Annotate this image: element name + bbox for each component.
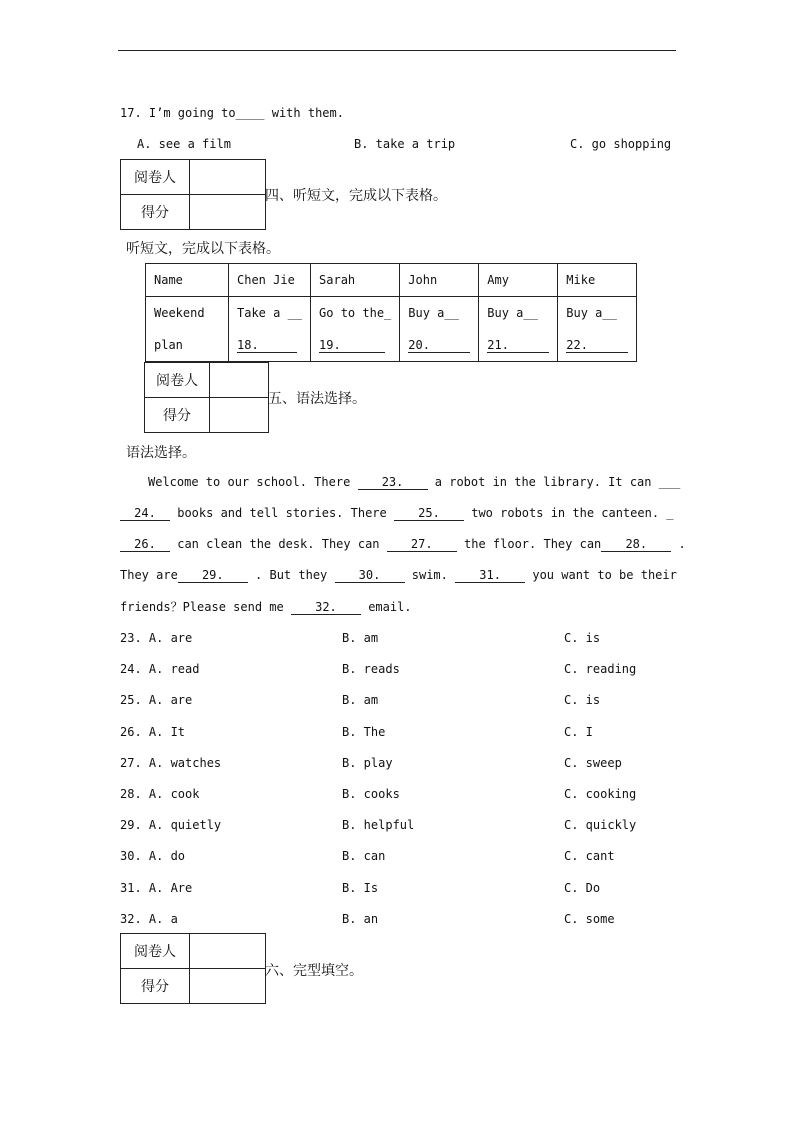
list-item [120,662,680,693]
option-c[interactable]: C. reading [564,662,637,677]
option-a[interactable]: 25. A. are [120,693,193,708]
table-header-name: Name [146,264,229,297]
passage-blank-30[interactable]: 30. [335,568,405,583]
option-c[interactable]: C. quickly [564,818,637,833]
reviewer-label: 阅卷人 [121,934,190,969]
score-label: 得分 [121,195,190,230]
passage-line-5: friends？Please send me 32. email. [120,600,412,614]
option-b[interactable]: B. am [342,693,379,708]
option-c[interactable]: C. Do [564,880,601,895]
option-a[interactable]: 28. A. cook [120,786,200,801]
answer-blank-21[interactable]: 21. [487,338,549,353]
plan-text: Take a __ [237,306,303,320]
passage-blank-32[interactable]: 32. [291,600,361,615]
score-label: 得分 [145,398,210,433]
table-name-cell: John [400,264,479,297]
table-plan-cell [479,297,558,362]
option-b[interactable]: B. helpful [342,818,415,833]
plan-label: plan [154,338,183,352]
question-17-stem: 17. I’m going to____ with them. [120,106,344,120]
option-a[interactable]: 23. A. are [120,631,193,645]
reviewer-field[interactable] [190,160,266,195]
list-item [120,881,680,912]
score-box-section-4 [120,159,266,230]
option-c[interactable]: C. I [564,724,593,739]
question-17-option-c: C. go shopping [570,137,672,151]
option-a[interactable]: 30. A. do [120,849,186,864]
table-name-cell: Amy [479,264,558,297]
passage-blank-24[interactable]: 24. [120,506,170,521]
answer-blank-20[interactable]: 20. [408,338,470,353]
question-17-option-a: A. see a film [137,137,231,151]
table-name-cell: Sarah [311,264,400,297]
score-box-section-6 [120,933,266,1004]
passage-line-2: 24. books and tell stories. There 25. two robots in the canteen. _ [120,506,674,521]
passage-line-1: Welcome to our school. There 23. a robot in the library. It can ___ [148,475,681,489]
option-b[interactable]: B. Is [342,880,379,895]
score-field[interactable] [190,195,266,230]
list-item [120,725,680,756]
table-name-cell: Mike [558,264,637,297]
section-4-instruction: 听短文，完成以下表格。 [126,241,280,257]
reviewer-label: 阅卷人 [121,160,190,195]
passage-line-4: They are 29. . But they 30. swim. 31. you want to be their [120,568,677,582]
table-name-cell: Chen Jie [229,264,311,297]
table-row [146,264,637,297]
passage-blank-28[interactable]: 28. [601,537,671,552]
option-c[interactable]: C. sweep [564,755,622,770]
score-label: 得分 [121,969,190,1004]
section-4-heading: 四、听短文，完成以下表格。 [265,188,447,204]
list-item [120,756,680,787]
option-c[interactable]: C. cant [564,849,615,864]
option-b[interactable]: B. an [342,911,379,926]
option-a[interactable]: 29. A. quietly [120,818,222,833]
plan-text: Buy a__ [566,306,617,320]
option-c[interactable]: C. cooking [564,786,637,801]
reviewer-field[interactable] [210,363,269,398]
passage-blank-31[interactable]: 31. [455,568,525,583]
passage-blank-25[interactable]: 25. [394,506,464,521]
reviewer-label: 阅卷人 [145,363,210,398]
passage-blank-29[interactable]: 29. [178,568,248,583]
plan-text: Buy a__ [487,306,538,320]
option-a[interactable]: 26. A. It [120,724,186,739]
section-5-heading: 五、语法选择。 [268,391,366,407]
option-a[interactable]: 27. A. watches [120,755,222,770]
section-5-instruction: 语法选择。 [126,445,196,461]
weekend-label: Weekend [154,306,205,320]
option-c[interactable]: C. some [564,911,615,926]
option-b[interactable]: B. cooks [342,786,400,801]
score-box-section-5 [144,362,269,433]
option-a[interactable]: 31. A. Are [120,880,193,895]
table-plan-cell [311,297,400,362]
passage-blank-26[interactable]: 26. [120,537,170,552]
table-plan-cell [229,297,311,362]
option-b[interactable]: B. reads [342,662,400,677]
list-item [120,631,680,662]
plan-text: Go to the_ [319,306,392,320]
table-plan-cell [558,297,637,362]
list-item [120,787,680,818]
table-plan-cell [400,297,479,362]
score-field[interactable] [190,969,266,1004]
option-a[interactable]: 24. A. read [120,662,200,677]
option-c[interactable]: C. is [564,693,601,708]
listening-table [145,263,637,362]
option-b[interactable]: B. The [342,724,386,739]
answer-blank-18[interactable]: 18. [237,338,297,353]
score-field[interactable] [210,398,269,433]
passage-blank-27[interactable]: 27. [387,537,457,552]
option-a[interactable]: 32. A. a [120,911,178,926]
table-header-plan [146,297,229,362]
passage-line-3: 26. can clean the desk. They can 27. the floor. They can 28. . [120,537,686,552]
passage-blank-23[interactable]: 23. [358,475,428,490]
header-rule [118,50,676,51]
list-item [120,693,680,724]
option-b[interactable]: B. play [342,755,393,770]
list-item [120,818,680,849]
section-6-heading: 六、完型填空。 [265,963,363,979]
answer-blank-22[interactable]: 22. [566,338,628,353]
reviewer-field[interactable] [190,934,266,969]
option-b[interactable]: B. am [342,631,379,645]
grammar-question-list [120,631,680,943]
table-row [146,297,637,362]
option-b[interactable]: B. can [342,849,386,864]
answer-blank-19[interactable]: 19. [319,338,385,353]
option-c[interactable]: C. is [564,631,601,645]
list-item [120,849,680,880]
question-17-option-b: B. take a trip [354,137,456,151]
plan-text: Buy a__ [408,306,459,320]
